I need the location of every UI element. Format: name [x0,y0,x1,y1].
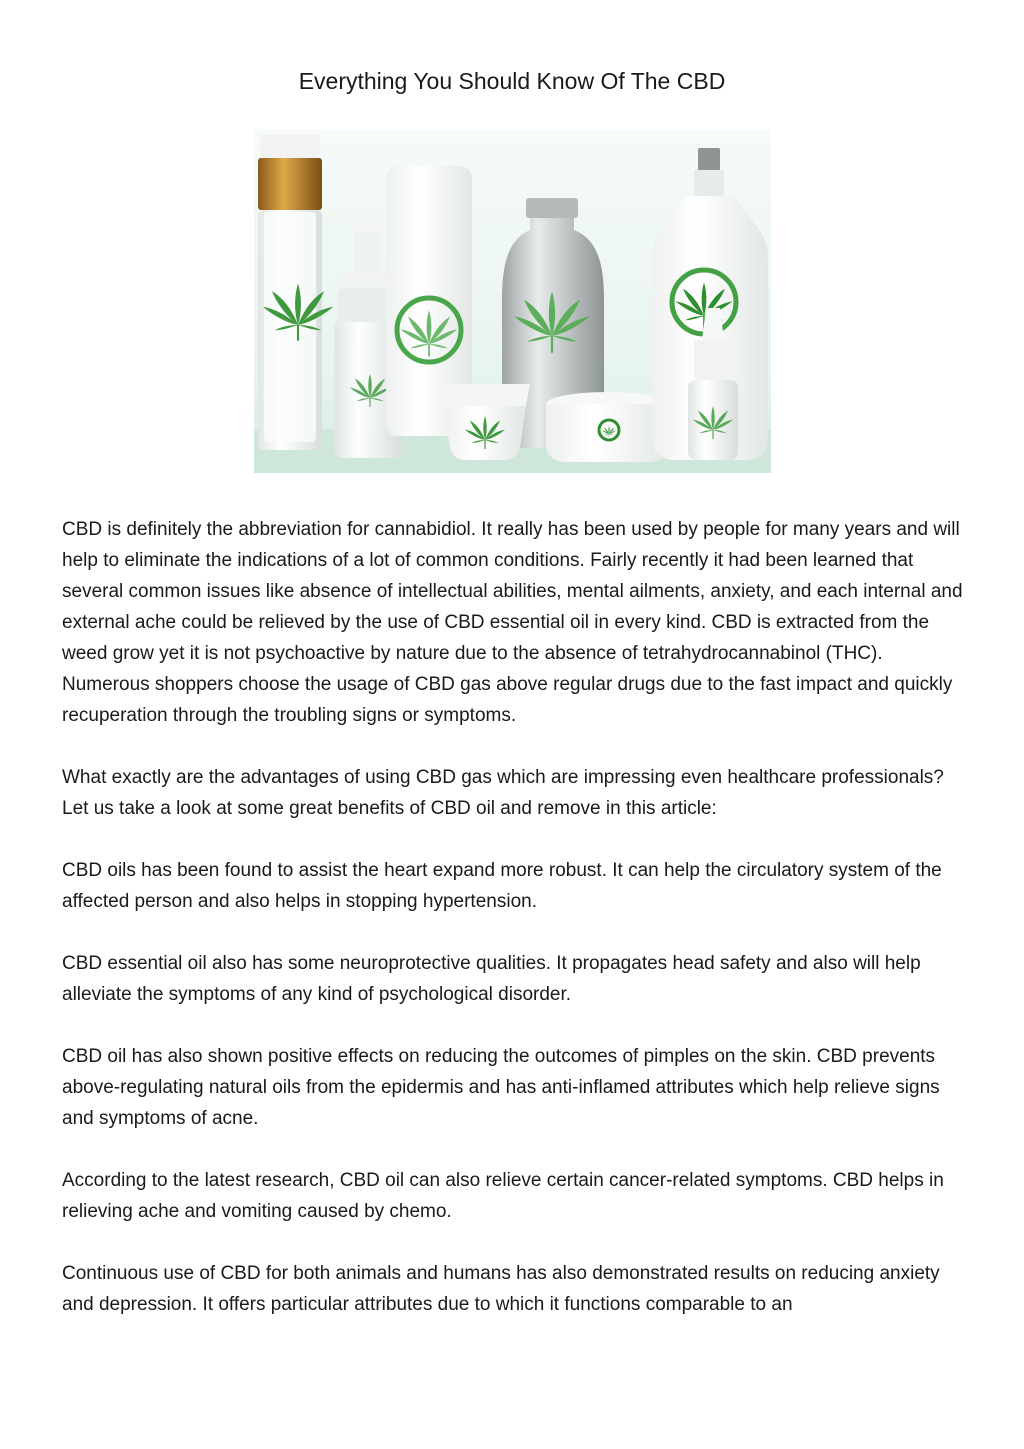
paragraph-intro: CBD is definitely the abbreviation for cannabidiol. It really has been used by people for many years and will help to eliminate the indications of a lot of common conditions. Fairly recently it had been learned that several common issues like absence of intellectual abilities, mental ailments, anxiety, and each internal and external ache could be relieved by the use of CBD essential oil in every kind. CBD is extracted from the weed grow yet it is not psychoactive by nature due to the absence of tetrahydrocannabinol (THC). Numerous shoppers choose the usage of CBD gas above regular drugs due to the fast impact and quickly recuperation through the troubling signs or symptoms. [62,519,963,726]
paragraph-anxiety: Continuous use of CBD for both animals and humans has also demonstrated results on reducing anxiety and depression. It offers particular attributes due to which it functions comparable to an [62,1263,940,1315]
page-title: Everything You Should Know Of The CBD [298,68,726,94]
paragraph-advantages: What exactly are the advantages of using CBD gas which are impressing even healthcare professionals? Let us take a look at some great benefits of CBD oil and remove in this article: [62,767,944,819]
hero-image [254,130,771,473]
article-body [62,514,968,1351]
cbd-products-photo-icon [254,130,771,473]
paragraph-acne: CBD oil has also shown positive effects on reducing the outcomes of pimples on the skin. CBD prevents above-regulating natural oils from the epidermis and has anti-inflamed attributes which help relieve signs and symptoms of acne. [62,1046,940,1129]
paragraph-heart: CBD oils has been found to assist the heart expand more robust. It can help the circulatory system of the affected person and also helps in stopping hypertension. [62,860,942,912]
paragraph-cancer: According to the latest research, CBD oil can also relieve certain cancer-related symptoms. CBD helps in relieving ache and vomiting caused by chemo. [62,1170,944,1222]
paragraph-neuroprotective: CBD essential oil also has some neuroprotective qualities. It propagates head safety and also will help alleviate the symptoms of any kind of psychological disorder. [62,953,921,1005]
